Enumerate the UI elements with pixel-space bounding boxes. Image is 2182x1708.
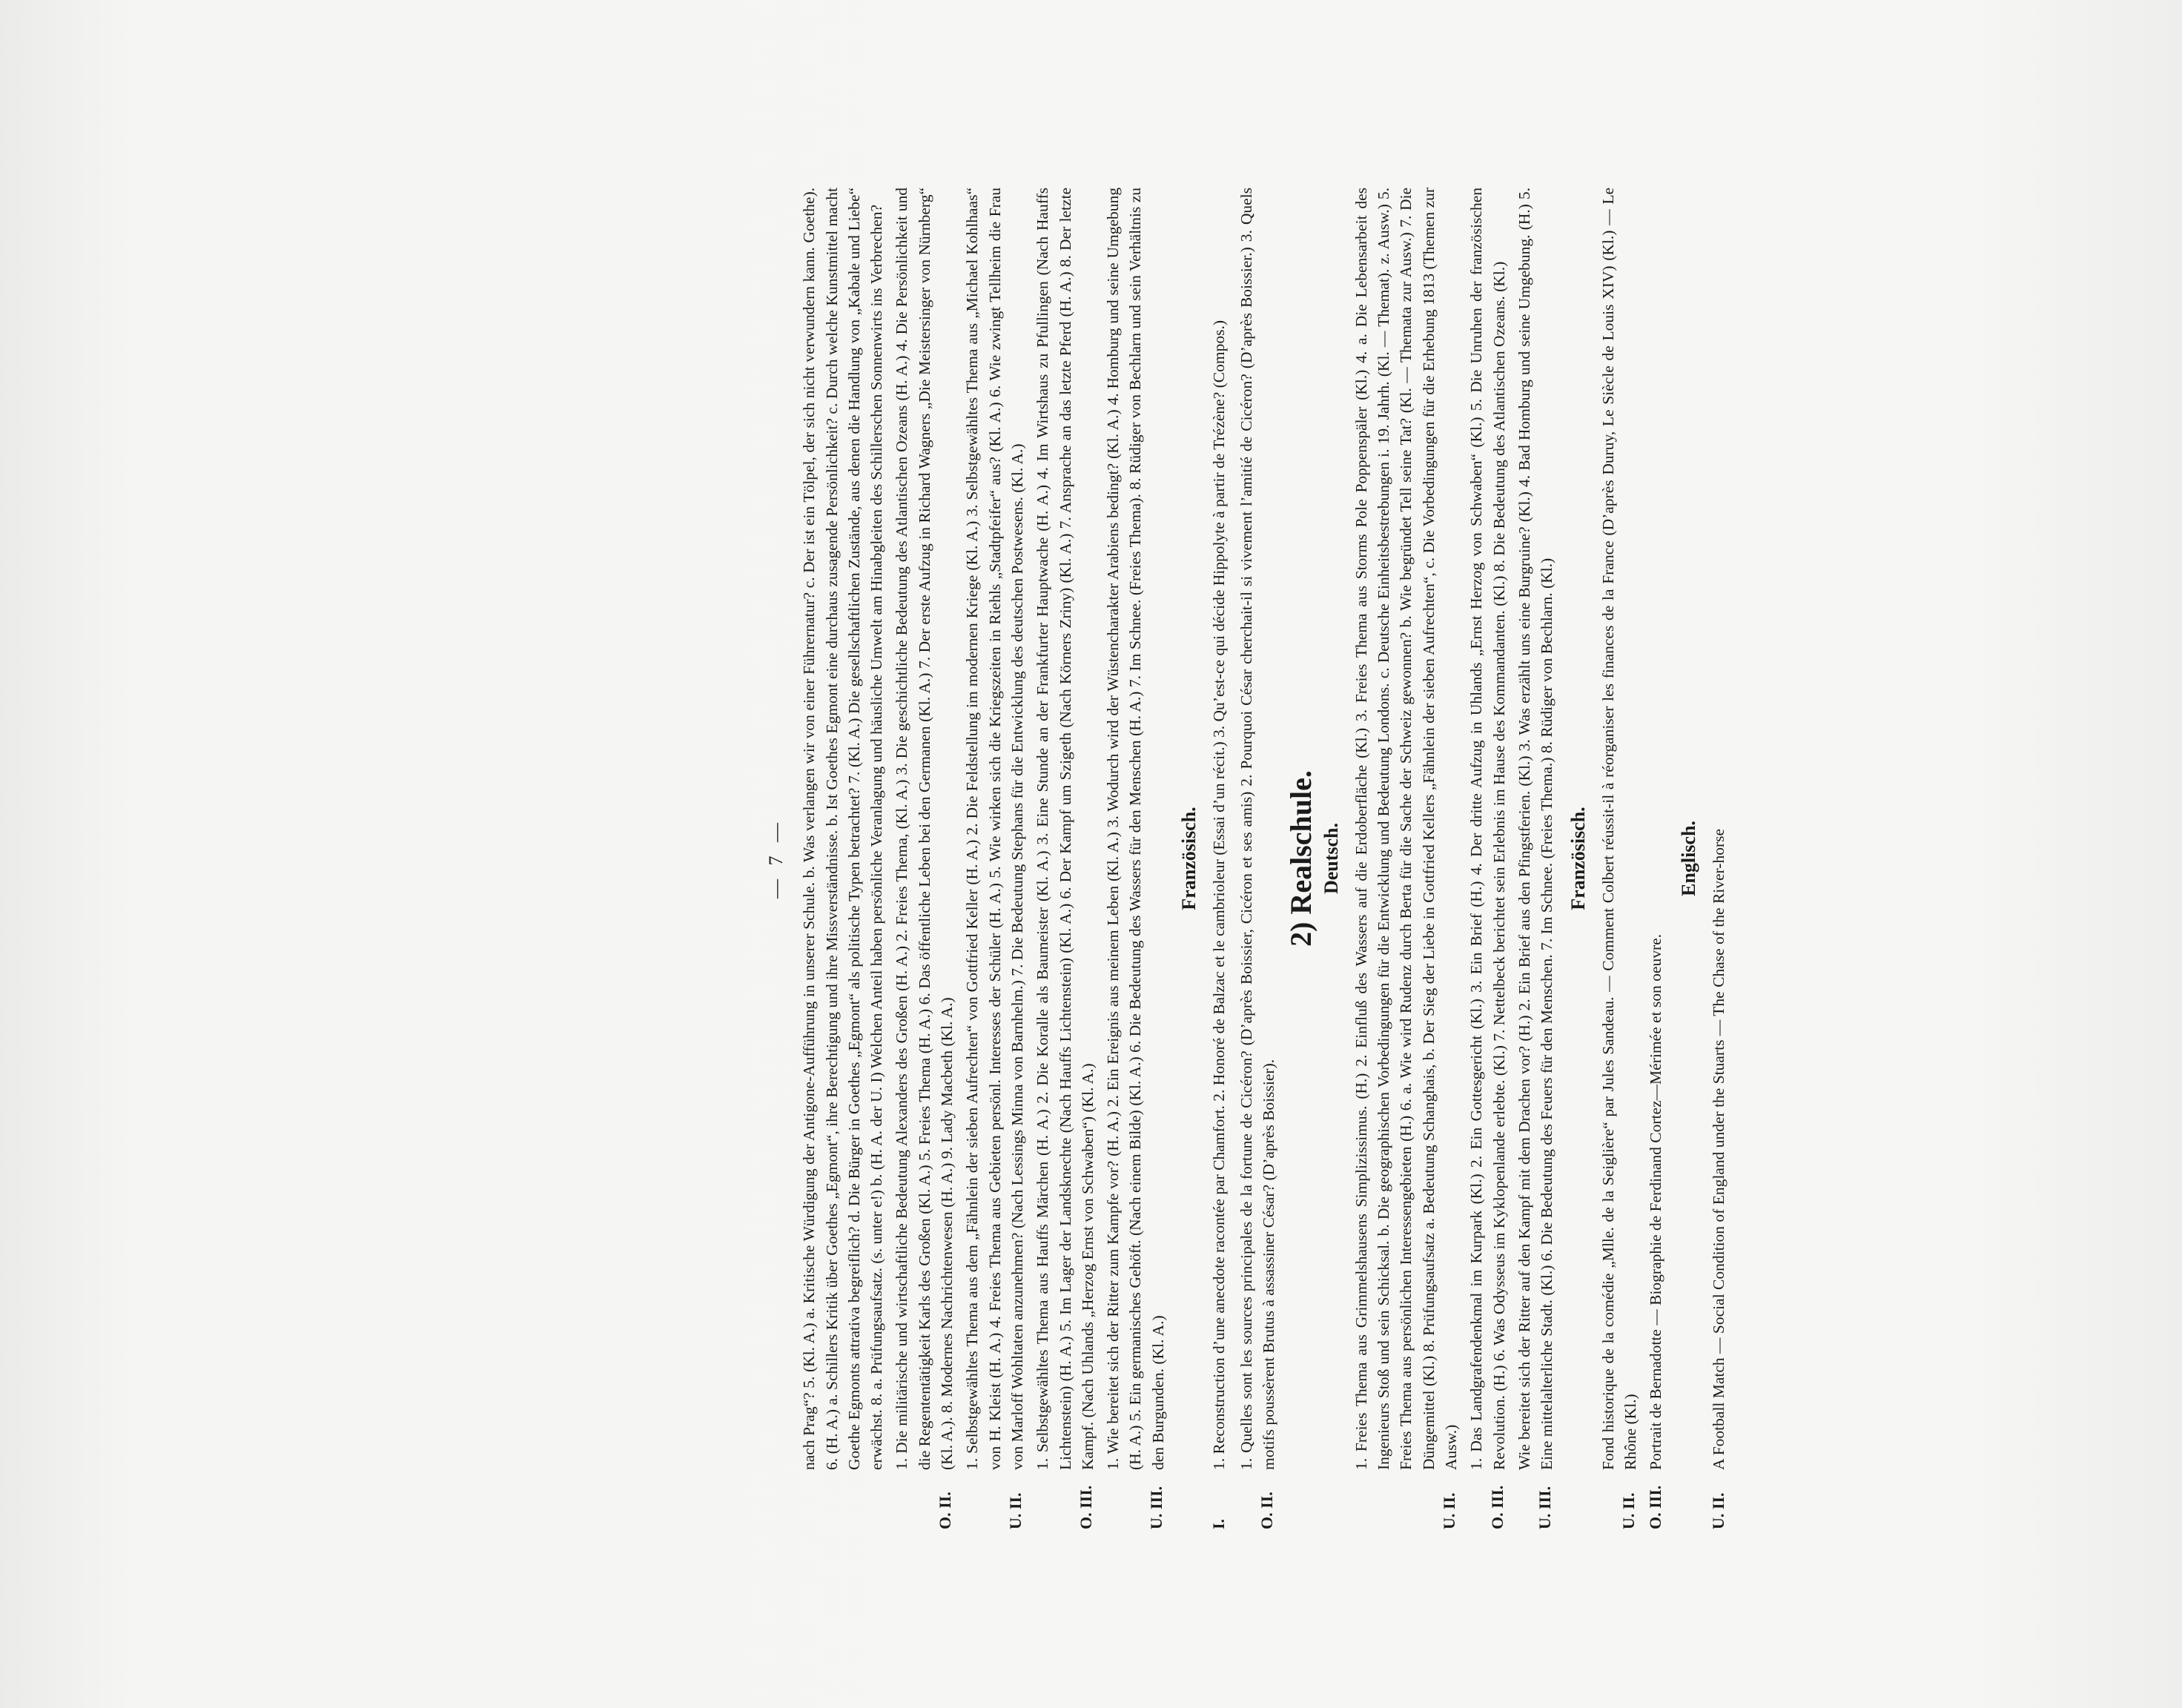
entry-text: 1. Das Landgrafendenkmal im Kurpark (Kl.) 2. Ein Gottesgericht (Kl.) 3. Ein Brief (H.) 4. Der dritte Aufzug in Uhlands „Ernst Herzog von Schwaben“ (Kl.) 5. Die Unruhen der französischen Revolution. (H.) 6. Was Odysseus im Kyklopenlande erlebte. (Kl.) 7. Nettelbeck berichtet sein Erlebnis im Hause des Kommandanten. (Kl.) 8. Die Bedeutung des Atlantischen Ozeans. (Kl.) [1467, 188, 1508, 1470]
realschule-deutsch-entry-uii [1350, 188, 1462, 1529]
class-label: O. III. [1076, 1485, 1095, 1529]
realschule-franzoesisch-entry-uii [1597, 188, 1642, 1529]
heading-realschule-englisch: Englisch. [1677, 821, 1699, 896]
class-label: U. II. [1440, 1492, 1459, 1529]
entry-text: Fond historique de la comédie „Mlle. de la Seiglière“ par Jules Sandeau. — Comment Colbert réussit-il à réorganiser les finances de la France (D’après Duruy, Le Siècle de Louis XIV) (Kl.) — Le Rhône (Kl.) [1599, 188, 1640, 1470]
heading-realschule-franzoesisch: Französisch. [1567, 807, 1589, 910]
heading-realschule-deutsch: Deutsch. [1320, 822, 1342, 895]
class-label: I. [1209, 1518, 1229, 1529]
entry-text: Portrait de Bernadotte — Biographie de Ferdinand Cortez—Mérimée et son oeuvre. [1647, 933, 1665, 1470]
realschule-franzoesisch-entry-oiii [1644, 188, 1668, 1529]
page-number: — 7 — [765, 818, 787, 898]
class-label: O. III. [1487, 1485, 1507, 1529]
gymnasium-deutsch-entry-oiii [1031, 188, 1099, 1529]
gymnasium-franzoesisch-entry-oii [1235, 188, 1280, 1529]
entry-text: 1. Freies Thema aus Grimmelshausens Simplizissimus. (H.) 2. Einfluß des Wassers auf die Erdoberfläche (Kl.) 3. Freies Thema aus Storms Pole Poppenspäler (Kl.) 4. a. Die Lebensarbeit des Ingenieurs Stoß und sein Schicksal. b. Die geographischen Vorbedingungen für die Entwicklung und Bedeutung Londons. c. Deutsche Einheitsbestrebungen i. 19. Jahrh. (Kl. — Themat). z. Ausw.) 5. Freies Thema aus persönlichen Interessengebieten (H.) 6. a. Wie wird Rudenz durch Berta für die Sache der Schweiz gewonnen? b. Wie begründet Tell seine Tat? (Kl. — Themata zur Ausw.) 7. Die Düngemittel (Kl.) 8. Prüfungsaufsatz a. Bedeutung Schanghais, b. Der Sieg der Liebe in Gottfried Kellers „Fähnlein der sieben Aufrechten“, c. Die Vorbedingungen für die Erhebung 1813 (Themen zur Ausw.) [1352, 188, 1461, 1470]
class-label: U. III. [1535, 1486, 1555, 1529]
entry-text: 1. Wie bereitet sich der Ritter zum Kampfe vor? (H. A.) 2. Ein Ereignis aus meinem Leben (Kl. A.) 3. Wodurch wird der Wüstencharakter Arabiens bedingt? (Kl. A.) 4. Homburg und seine Umgebung (H. A.) 5. Ein germanisches Gehöft. (Nach einem Bilde) (Kl. A.) 6. Die Bedeutung des Wassers für den Menschen (H. A.) 7. Im Schnee. (Freies Thema). 8. Rüdiger von Bechlarn und sein Verhältnis zu den Burgunden. (Kl. A.) [1104, 188, 1167, 1470]
realschule-englisch-entry-uii [1707, 188, 1731, 1529]
class-label: U. II. [1005, 1492, 1025, 1529]
entry-text: 1. Selbstgewähltes Thema aus Hauffs Märchen (H. A.) 2. Die Koralle als Baumeister (Kl. A.) 3. Eine Stunde an der Frankfurter Hauptwache (H. A.) 4. Im Wirtshaus zu Pfullingen (Nach Hauffs Lichtenstein) (H. A.) 5. Im Lager der Landsknechte (Nach Hauffs Lichtenstein) (Kl. A.) 6. Der Kampf um Szigeth (Nach Körners Zriny) (Kl. A.) 7. Ansprache an das letzte Pferd (H. A.) 8. Der letzte Kampf. (Nach Uhlands „Herzog Ernst von Schwaben“) (Kl. A.) [1034, 188, 1097, 1470]
heading-franzoesisch: Französisch. [1178, 807, 1200, 910]
class-label: O. II. [936, 1492, 955, 1529]
realschule-deutsch-entry-oiii [1465, 188, 1510, 1529]
rotated-printed-page [765, 188, 1728, 1529]
gymnasium-deutsch-entry-uiii [1102, 188, 1169, 1529]
realschule-deutsch-entry-uiii [1513, 188, 1558, 1529]
gymnasium-deutsch-entry-oii [890, 188, 958, 1529]
gymnasium-franzoesisch-entry-i [1208, 188, 1231, 1529]
entry-text: 1. Selbstgewähltes Thema aus dem „Fähnlein der sieben Aufrechten“ von Gottfried Keller (H. A.) 2. Die Feldstellung im modernen Kriege (Kl. A.) 3. Selbstgewähltes Thema aus „Michael Kohlhaas“ von H. Kleist (H. A.) 4. Freies Thema aus Gebieten persönl. Interesses der Schüler (H. A.) 5. Wie wirken sich die Kriegszeiten in Riehls „Stadtpfeifer“ aus? (Kl. A.) 6. Wie zwingt Tellheim die Frau von Marloff Wohltaten anzunehmen? (Nach Lessings Minna von Barnhelm.) 7. Die Bedeutung Stephans für die Entwicklung des deutschen Postwesens. (Kl. A.) [963, 188, 1026, 1470]
entry-text: A Football Match — Social Condition of England under the Stuarts — The Chase of the River-horse [1709, 828, 1728, 1470]
entry-text: 1. Die militärische und wirtschaftliche Bedeutung Alexanders des Großen (H. A.) 2. Freies Thema, (Kl. A.) 3. Die geschichtliche Bedeutung des Atlantischen Ozeans (H. A.) 4. Die Persönlichkeit und die Regententätigkeit Karls des Großen (Kl. A.) 5. Freies Thema (H. A.) 6. Das öffentliche Leben bei den Germanen (Kl. A.) 7. Der erste Aufzug in Richard Wagners „Die Meistersinger von Nürnberg“ (Kl. A.). 8. Modernes Nachrichtenwesen (H. A.) 9. Lady Macbeth (Kl. A.) [893, 188, 956, 1470]
entry-text: Wie bereitet sich der Ritter auf den Kampf mit dem Drachen vor? (H.) 2. Ein Brief aus den Pfingstferien. (Kl.) 3. Was erzählt uns eine Burgruine? (Kl.) 4. Bad Homburg und seine Umgebung. (H.) 5. Eine mittelalterliche Stadt. (Kl.) 6. Die Bedeutung des Feuers für den Menschen. 7. Im Schnee. (Freies Thema.) 8. Rüdiger von Bechlarn. (Kl.) [1515, 188, 1556, 1470]
class-label: U. II. [1708, 1492, 1728, 1529]
entry-text: 1. Reconstruction d’une anecdote racontée par Chamfort. 2. Honoré de Balzac et le cambrioleur (Essai d’un récit.) 3. Qu’est-ce qui décide Hippolyte à partir de Trézène? (Compos.) [1210, 320, 1229, 1470]
class-label: U. III. [1146, 1486, 1166, 1529]
class-label: U. II. [1619, 1492, 1639, 1529]
class-label: O. III. [1646, 1485, 1665, 1529]
heading-realschule: 2) Realschule. [1284, 770, 1318, 947]
entry-text: 1. Quelles sont les sources principales de la fortune de Cicéron? (D’après Boissier, Cicéron et ses amis) 2. Pourquoi César cherchait-il si vivement l’amitié de Cicéron? (D’après Boissier.) 3. Quels motifs poussèrent Brutus à assassiner César? (D’après Boissier). [1237, 188, 1277, 1470]
gymnasium-deutsch-continuation: nach Prag“? 5. (Kl. A.) a. Kritische Würdigung der Antigone-Aufführung in unserer Schule. b. Was verlangen wir von einer Führernatur? c. Der ist ein Tölpel, der sich nicht verwundern kann. Goethe). 6. (H. A.) a. Schillers Kritik über Goethes „Egmont“, ihre Berechtigung und ihre Missverständnisse. b. Ist Goethes Egmont eine durchaus zusagende Persönlichkeit? c. Durch welche Kunstmittel macht Goethe Egmonts attrativa begreiflich? d. Die Bürger in Goethes „Egmont“ als politische Typen betrachtet? 7. (Kl. A.) Die gesellschaftlichen Zustände, aus denen die Handlung von „Kabale und Liebe“ erwächst. 8. a. Prüfungsaufsatz. (s. unter e!) b. (H. A. der U. I) Welchen Anteil haben persönliche Veranlagung und häusliche Umwelt am Hinabgleiten des Schillerschen Sonnenwirts ins Verbrechen? [800, 188, 886, 1470]
gymnasium-deutsch-entry-uii [961, 188, 1028, 1529]
class-label: O. II. [1257, 1492, 1276, 1529]
